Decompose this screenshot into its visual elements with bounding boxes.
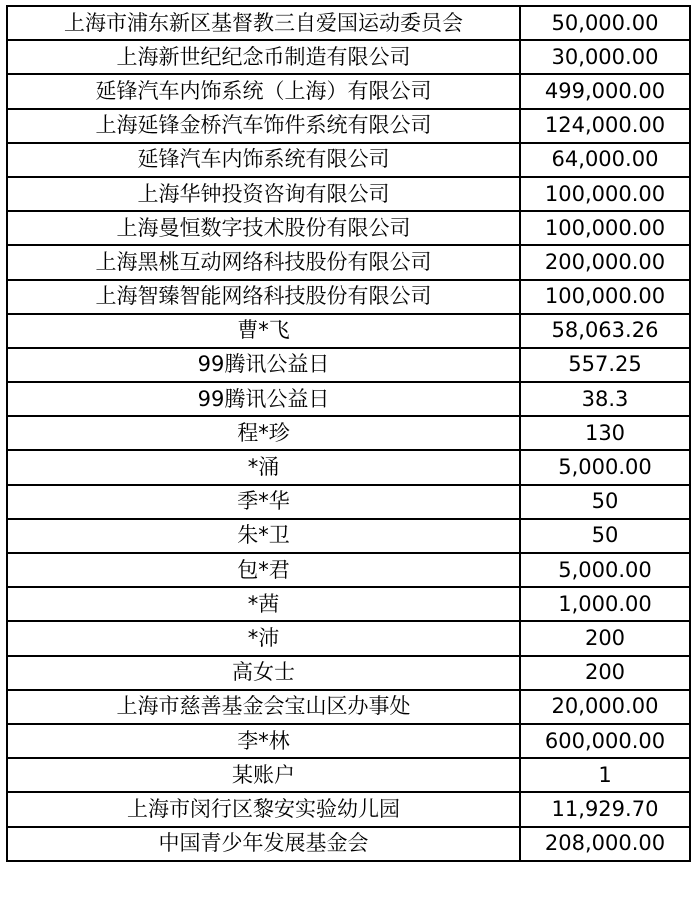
donor-name-cell: 上海智臻智能网络科技股份有限公司 [7,280,520,314]
table-row [7,177,690,211]
donor-name-cell: 包*君 [7,553,520,587]
table-row [7,621,690,655]
donor-name-cell: *沛 [7,621,520,655]
donor-name-cell: 上海市慈善基金会宝山区办事处 [7,690,520,724]
donation-amount-cell: 1,000.00 [520,587,690,621]
donation-amount-cell: 50,000.00 [520,6,690,40]
donor-name-cell: 99腾讯公益日 [7,382,520,416]
donor-name-cell: *涌 [7,450,520,484]
table-row [7,40,690,74]
table-row [7,348,690,382]
table-row [7,519,690,553]
donor-name-cell: 季*华 [7,485,520,519]
donation-amount-cell: 64,000.00 [520,143,690,177]
donor-name-cell: 某账户 [7,758,520,792]
donation-amount-cell: 499,000.00 [520,74,690,108]
donation-amount-cell: 200 [520,656,690,690]
donor-name-cell: *茜 [7,587,520,621]
table-row [7,280,690,314]
table-row [7,450,690,484]
table-row [7,724,690,758]
donor-name-cell: 高女士 [7,656,520,690]
donation-amount-cell: 50 [520,519,690,553]
donor-name-cell: 李*林 [7,724,520,758]
donation-amount-cell: 100,000.00 [520,177,690,211]
donation-amount-cell: 100,000.00 [520,280,690,314]
donation-table-body [7,6,690,861]
donation-amount-cell: 557.25 [520,348,690,382]
table-row [7,656,690,690]
donor-name-cell: 程*珍 [7,416,520,450]
donation-amount-cell: 58,063.26 [520,314,690,348]
table-row [7,485,690,519]
donor-name-cell: 延锋汽车内饰系统（上海）有限公司 [7,74,520,108]
table-row [7,314,690,348]
donation-amount-cell: 100,000.00 [520,211,690,245]
donation-amount-cell: 11,929.70 [520,792,690,826]
donation-amount-cell: 600,000.00 [520,724,690,758]
donation-amount-cell: 1 [520,758,690,792]
table-row [7,109,690,143]
table-row [7,416,690,450]
donor-name-cell: 上海新世纪纪念币制造有限公司 [7,40,520,74]
donor-name-cell: 朱*卫 [7,519,520,553]
donation-amount-cell: 200,000.00 [520,245,690,279]
donation-amount-cell: 124,000.00 [520,109,690,143]
table-row [7,143,690,177]
donation-amount-cell: 200 [520,621,690,655]
table-row [7,6,690,40]
donor-name-cell: 上海市浦东新区基督教三自爱国运动委员会 [7,6,520,40]
donor-name-cell: 上海曼恒数字技术股份有限公司 [7,211,520,245]
donation-amount-cell: 5,000.00 [520,450,690,484]
table-row [7,827,690,861]
donor-name-cell: 中国青少年发展基金会 [7,827,520,861]
table-row [7,690,690,724]
donation-amount-cell: 130 [520,416,690,450]
donor-name-cell: 曹*飞 [7,314,520,348]
donation-amount-cell: 38.3 [520,382,690,416]
donor-name-cell: 上海延锋金桥汽车饰件系统有限公司 [7,109,520,143]
table-row [7,211,690,245]
donation-table [6,5,691,862]
donation-amount-cell: 208,000.00 [520,827,690,861]
donation-amount-cell: 5,000.00 [520,553,690,587]
donation-amount-cell: 30,000.00 [520,40,690,74]
table-row [7,382,690,416]
donor-name-cell: 99腾讯公益日 [7,348,520,382]
donor-name-cell: 上海市闵行区黎安实验幼儿园 [7,792,520,826]
table-row [7,245,690,279]
donation-amount-cell: 50 [520,485,690,519]
table-row [7,587,690,621]
donor-name-cell: 上海黑桃互动网络科技股份有限公司 [7,245,520,279]
table-row [7,74,690,108]
donor-name-cell: 上海华钟投资咨询有限公司 [7,177,520,211]
table-row [7,553,690,587]
donor-name-cell: 延锋汽车内饰系统有限公司 [7,143,520,177]
table-row [7,758,690,792]
table-row [7,792,690,826]
donation-amount-cell: 20,000.00 [520,690,690,724]
